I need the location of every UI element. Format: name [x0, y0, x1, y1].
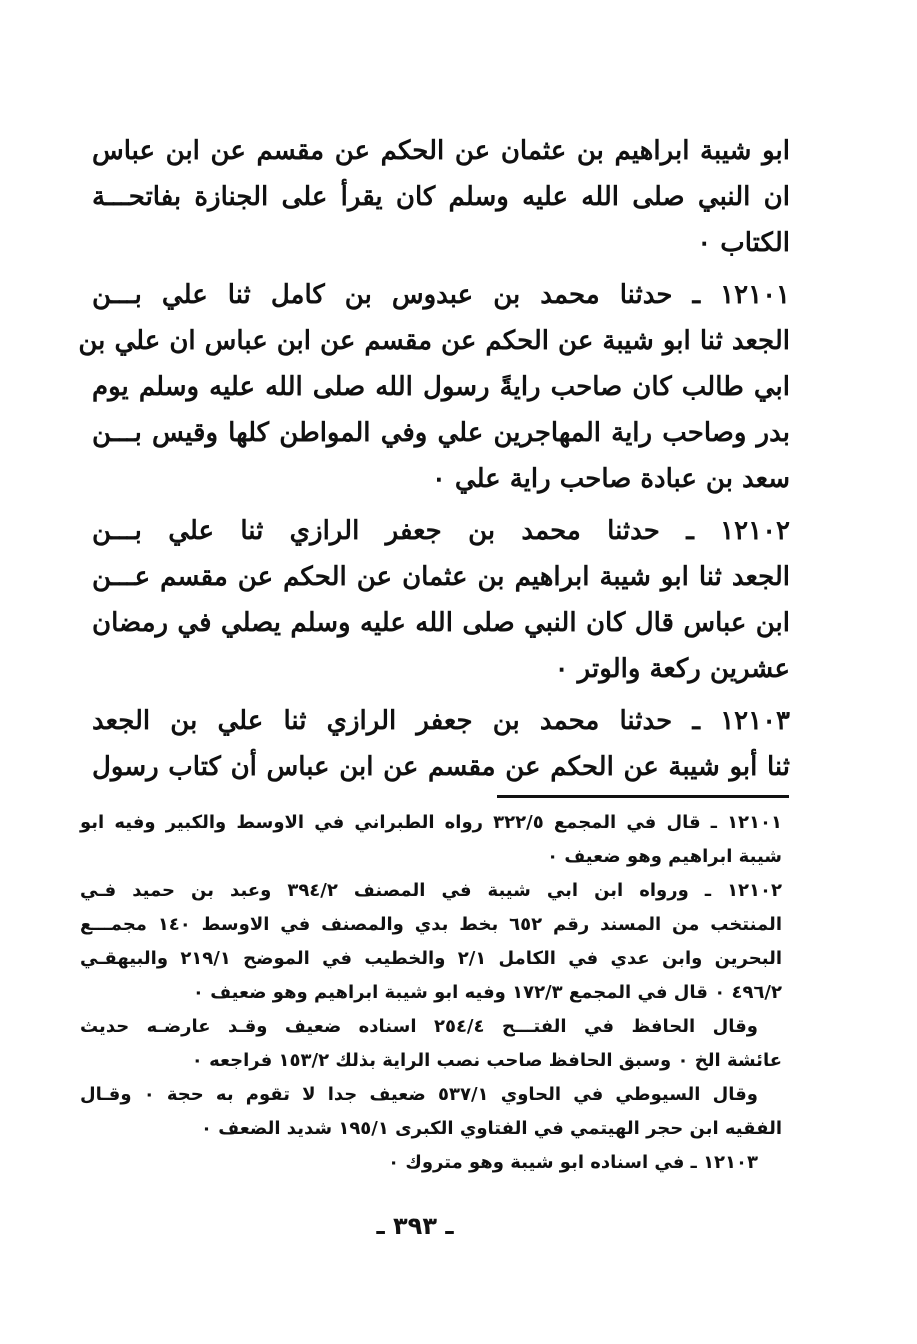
footnotes-section: [80, 806, 782, 1180]
main-line: ان النبي صلى الله عليه وسلم كان يقرأ على الجنازة بفاتحـــة: [92, 182, 791, 212]
footnote-line: شيبة ابراهيم وهو ضعيف ٠: [547, 846, 782, 867]
main-line: ابن عباس قال كان النبي صلى الله عليه وسلم يصلي في رمضان: [92, 608, 790, 638]
main-line: سعد بن عبادة صاحب راية علي ٠: [431, 464, 790, 494]
footnote-line: المنتخب من المسند رقم ٦٥٢ بخط بدي والمصنف في الاوسط ١٤٠ مجمـــع: [80, 914, 782, 935]
hadith-12101-line: ١٢١٠١ ـ حدثنا محمد بن عبدوس بن كامل ثنا علي بـــن: [92, 280, 790, 310]
footnote-line: ٤٩٦/٢ ٠ قال في المجمع ١٧٢/٣ وفيه ابو شيبة ابراهيم وهو ضعيف ٠: [192, 982, 782, 1003]
footnote-line: وقال السيوطي في الحاوي ٥٣٧/١ ضعيف جدا لا تقوم به حجة ٠ وقـال: [80, 1084, 758, 1105]
footnote-line: ١٢١٠١ ـ قال في المجمع ٣٢٢/٥ رواه الطبراني في الاوسط والكبير وفيه ابو: [80, 812, 782, 833]
main-line: ابي طالب كان صاحب رايةً رسول الله صلى الله عليه وسلم يوم: [92, 372, 790, 402]
main-line: الجعد ثنا ابو شيبة ابراهيم بن عثمان عن الحكم عن مقسم عـــن: [92, 562, 790, 592]
footnote-line: عائشة الخ ٠ وسبق الحافظ صاحب نصب الراية بذلك ١٥٣/٢ فراجعه ٠: [191, 1050, 782, 1071]
main-text-body: [78, 128, 791, 790]
main-line: ثنا أبو شيبة عن الحكم عن مقسم عن ابن عباس أن كتاب رسول: [92, 752, 790, 782]
footnote-line: وقال الحافظ في الفتـــح ٢٥٤/٤ اسناده ضعيف وقـد عارضـه حديث: [80, 1016, 758, 1037]
main-line: الجعد ثنا ابو شيبة عن الحكم عن مقسم عن ابن عباس ان علي بن: [78, 326, 790, 356]
main-line: عشرين ركعة والوتر ٠: [554, 654, 790, 684]
hadith-12102-line: ١٢١٠٢ ـ حدثنا محمد بن جعفر الرازي ثنا علي بـــن: [92, 516, 790, 546]
footnote-line: ١٢١٠٢ ـ ورواه ابن ابي شيبة في المصنف ٣٩٤/٢ وعبد بن حميد فـي: [80, 880, 782, 901]
main-line: ابو شيبة ابراهيم بن عثمان عن الحكم عن مقسم عن ابن عباس: [92, 136, 790, 166]
hadith-12103-line: ١٢١٠٣ ـ حدثنا محمد بن جعفر الرازي ثنا علي بن الجعد: [92, 706, 791, 736]
footnote-divider: [497, 795, 789, 798]
page-number: ـ ٣٩٣ ـ: [376, 1212, 454, 1240]
footnote-line: البحرين وابن عدي في الكامل ٢/١ والخطيب في الموضح ٢١٩/١ والبيهقـي: [80, 948, 782, 969]
footnote-line: الفقيه ابن حجر الهيتمي في الفتاوي الكبرى ١٩٥/١ شديد الضعف ٠: [201, 1118, 782, 1139]
main-line: الكتاب ٠: [697, 228, 790, 258]
footnote-line: ١٢١٠٣ ـ في اسناده ابو شيبة وهو متروك ٠: [388, 1152, 758, 1173]
main-line: بدر وصاحب راية المهاجرين علي وفي المواطن كلها وقيس بـــن: [92, 418, 790, 448]
